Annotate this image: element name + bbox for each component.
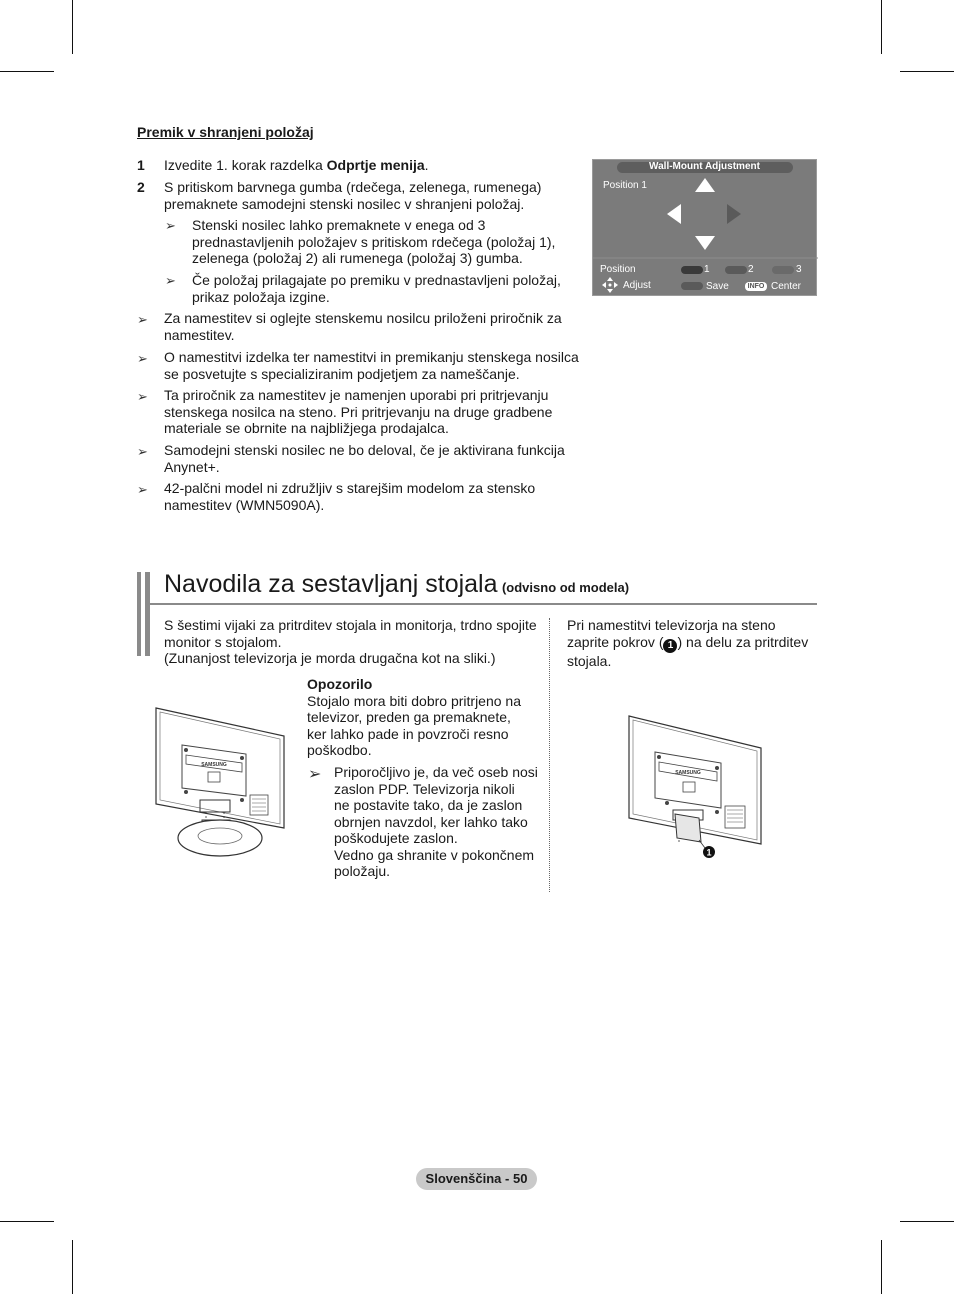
tv-stand-illustration bbox=[150, 700, 290, 860]
assembly-instructions bbox=[164, 617, 537, 667]
text-line: se posvetujte s specializiranim podjetjem za nameščanje. bbox=[164, 365, 520, 382]
crop-mark bbox=[72, 1240, 73, 1294]
text-line: Samodejni stenski nosilec ne bo deloval, če je aktivirana funkcija bbox=[164, 442, 565, 458]
title-qualifier: (odvisno od modela) bbox=[501, 580, 630, 595]
osd-position-label: Position 1 bbox=[603, 180, 647, 191]
arrow-bullet-icon: ➢ bbox=[165, 273, 176, 288]
arrow-up-icon bbox=[695, 178, 715, 192]
crop-mark bbox=[881, 0, 882, 54]
number-circle-icon: 1 bbox=[663, 639, 677, 653]
text-line: Ta priročnik za namestitev je namenjen uporabi pri pritrjevanju bbox=[164, 387, 549, 403]
text-line: poškodbo. bbox=[307, 742, 372, 758]
osd-adjust-label: Adjust bbox=[623, 280, 651, 291]
note bbox=[164, 387, 552, 437]
menu-reference: Odprtje menija bbox=[326, 157, 425, 173]
text-line: stenskega nosilca na steno. Pri pritrjevanju na druge gradbene bbox=[164, 403, 553, 420]
warning-title: Opozorilo bbox=[307, 676, 373, 692]
blue-button-pill bbox=[681, 282, 703, 290]
osd-center-label: Center bbox=[771, 281, 802, 292]
arrow-bullet-icon: ➢ bbox=[137, 312, 148, 327]
text-line: materiale se obrnite na najbližjega prodajalca. bbox=[164, 420, 449, 436]
note bbox=[164, 480, 535, 513]
heading-bar bbox=[137, 572, 141, 656]
osd-option: 1 bbox=[704, 264, 710, 275]
move-cross-icon bbox=[602, 277, 618, 293]
wall-mount-osd bbox=[592, 159, 817, 296]
text-line: poškodujete zaslon. bbox=[334, 830, 458, 846]
text-line: prikaz položaja izgine. bbox=[192, 288, 330, 305]
wall-mount-instructions bbox=[567, 617, 808, 669]
brand-logo-text: SAMSUNG bbox=[201, 762, 227, 768]
crop-mark bbox=[72, 0, 73, 54]
arrow-bullet-icon: ➢ bbox=[137, 482, 148, 497]
osd-save-label: Save bbox=[706, 281, 729, 292]
note bbox=[164, 349, 579, 382]
step-text bbox=[164, 157, 429, 174]
brand-logo-text: SAMSUNG bbox=[675, 770, 701, 776]
tip-block bbox=[334, 764, 538, 880]
text-line: ker lahko pade in povzroči resno bbox=[307, 725, 509, 742]
step-number: 1 bbox=[137, 157, 145, 173]
text-line: Stojalo mora biti dobro pritrjeno na bbox=[307, 692, 522, 709]
note bbox=[164, 310, 562, 343]
crop-mark bbox=[900, 1221, 954, 1222]
green-button-pill bbox=[725, 266, 747, 274]
page-number-badge: Slovenščina - 50 bbox=[416, 1168, 537, 1190]
text-line: prednastavljenih položajev s pritiskom rdečega (položaj 1), bbox=[192, 233, 556, 250]
arrow-bullet-icon: ➢ bbox=[165, 218, 176, 233]
red-button-pill bbox=[681, 266, 703, 274]
text-line: monitor s stojalom. bbox=[164, 633, 282, 650]
crop-mark bbox=[0, 1221, 54, 1222]
arrow-bullet-icon: ➢ bbox=[308, 766, 322, 783]
text-line: Če položaj prilagajate po premiku v prednastavljeni položaj, bbox=[192, 272, 561, 288]
text-line: zaslon PDP. Televizorja nikoli bbox=[334, 780, 515, 797]
warning-block bbox=[307, 676, 521, 759]
sub-note bbox=[192, 217, 555, 267]
number-circle-icon: 1 bbox=[706, 847, 712, 858]
text-line: namestitev. bbox=[164, 326, 235, 343]
osd-option: 2 bbox=[748, 264, 754, 275]
osd-row-label: Position bbox=[600, 264, 636, 275]
info-button-icon: INFO bbox=[745, 282, 767, 291]
text-line: položaju. bbox=[334, 863, 391, 879]
text-line: S pritiskom barvnega gumba (rdečega, zelenega, rumenega) bbox=[164, 179, 542, 195]
text-part: zaprite pokrov ( bbox=[567, 633, 664, 650]
text-line: Za namestitev si oglejte stenskemu nosilcu priloženi priročnik za bbox=[164, 310, 562, 326]
text-part: ) na delu za pritrditev bbox=[677, 633, 809, 650]
note bbox=[164, 442, 565, 475]
text-line: ne postavite tako, da je zaslon bbox=[334, 797, 523, 813]
text-line: Stenski nosilec lahko premaknete v enega od 3 bbox=[192, 217, 486, 233]
text-line: namestitev (WMN5090A). bbox=[164, 496, 325, 513]
text-line: Pri namestitvi televizorja na steno bbox=[567, 617, 776, 633]
text-line: O namestitvi izdelka ter namestitvi in premikanju stenskega nosilca bbox=[164, 349, 579, 365]
text-line: stojala. bbox=[567, 652, 612, 669]
title-underline bbox=[150, 603, 817, 605]
osd-title: Wall-Mount Adjustment bbox=[649, 161, 760, 172]
text-line: 42-palčni model ni združljiv s starejšim modelom za stensko bbox=[164, 480, 536, 496]
section-title bbox=[164, 570, 629, 599]
step-text bbox=[164, 179, 541, 212]
arrow-right-icon bbox=[727, 204, 741, 224]
section-heading: Premik v shranjeni položaj bbox=[137, 124, 314, 140]
text-line: Anynet+. bbox=[164, 458, 220, 475]
sub-note bbox=[192, 272, 561, 305]
arrow-bullet-icon: ➢ bbox=[137, 389, 148, 404]
step-text-end: . bbox=[424, 157, 429, 173]
title-main: Navodila za sestavljanj stojala bbox=[164, 570, 498, 598]
text-line: Vedno ga shranite v pokončnem bbox=[334, 846, 535, 863]
step-number: 2 bbox=[137, 179, 145, 195]
text-line: Priporočljivo je, da več oseb nosi bbox=[334, 764, 538, 780]
tv-wall-mount-illustration bbox=[625, 710, 770, 860]
text-line: obrnjen navzdol, ker lahko tako bbox=[334, 813, 528, 830]
text-line: (Zunanjost televizorja je morda drugačna kot na sliki.) bbox=[164, 650, 496, 666]
crop-mark bbox=[900, 71, 954, 72]
text-line bbox=[567, 634, 808, 653]
text-line: televizor, preden ga premaknete, bbox=[307, 709, 511, 725]
osd-option: 3 bbox=[796, 264, 802, 275]
heading-bar bbox=[145, 572, 150, 656]
text-line: S šestimi vijaki za pritrditev stojala in monitorja, trdno spojite bbox=[164, 617, 537, 633]
arrow-bullet-icon: ➢ bbox=[137, 444, 148, 459]
arrow-left-icon bbox=[667, 204, 681, 224]
crop-mark bbox=[0, 71, 54, 72]
arrow-down-icon bbox=[695, 236, 715, 250]
yellow-button-pill bbox=[772, 266, 794, 274]
arrow-bullet-icon: ➢ bbox=[137, 351, 148, 366]
step-text-part: Izvedite 1. korak razdelka bbox=[164, 157, 327, 173]
text-line: premaknete samodejni stenski nosilec v shranjeni položaj. bbox=[164, 195, 525, 212]
text-line: zelenega (položaj 2) ali rumenega (položaj 3) gumba. bbox=[192, 250, 523, 266]
crop-mark bbox=[881, 1240, 882, 1294]
column-divider bbox=[549, 618, 550, 892]
direction-arrows-icon bbox=[593, 160, 818, 297]
